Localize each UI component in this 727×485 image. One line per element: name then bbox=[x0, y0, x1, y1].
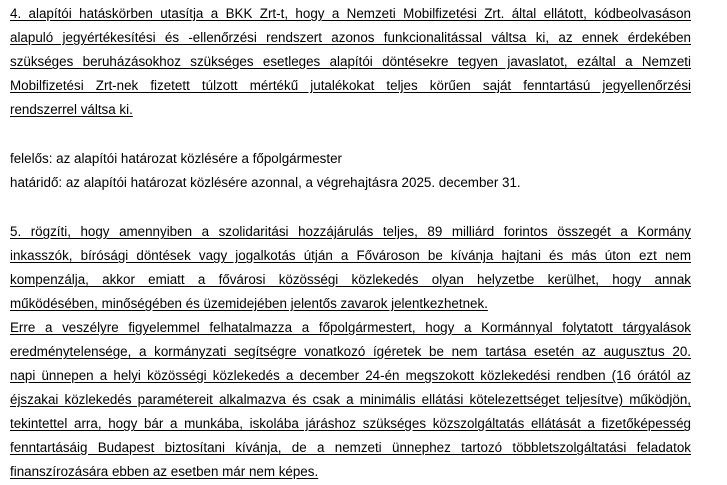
section-5-line-5: Erre a veszélyre figyelemmel felhatalmazza a főpolgármestert, hogy a Kormánnyal folytatott tárgyalások bbox=[10, 320, 691, 335]
section-5-line-3: kompenzálja, akkor emiatt a fővárosi közösségi közlekedés olyan helyzetbe kerülhet, hogy annak bbox=[10, 272, 691, 287]
section-4-line-2: alapuló jegyértékesítési és -ellenőrzési rendszert azonos funkcionalitással váltsa ki, az ennek érdekében bbox=[10, 30, 691, 45]
section-5-line-2: inkasszók, bírósági döntések vagy jogalkotás útján a Fővároson be kívánja hajtani és más úton ezt nem bbox=[10, 248, 691, 263]
section-5-line-6: eredménytelensége, a kormányzati segítségre vonatkozó ígéretek be nem tartása esetén az augusztus 20. bbox=[10, 344, 691, 359]
section-5-line-9: tekintettel arra, hogy bár a munkába, iskolába járáshoz szükséges közszolgáltatás ellátását a fizetőképesség bbox=[10, 416, 691, 431]
section-5-line-11: finanszírozására ebben az esetben már nem képes. bbox=[10, 464, 319, 479]
section-5-line-8: éjszakai közlekedés paramétereit alkalmazva és csak a minimális ellátási kötelezettséget teljesítve) működjön, bbox=[10, 392, 691, 407]
section-4-line-1: 4. alapítói hatáskörben utasítja a BKK Zrt-t, hogy a Nemzeti Mobilfizetési Zrt. által ellátott, kódbeolvasáson bbox=[10, 6, 691, 21]
section-5-line-4: működésében, minőségében és üzemidejében jelentős zavarok jelentkezhetnek. bbox=[10, 296, 488, 311]
section-4-line-3: szükséges beruházásokhoz szükséges esetleges alapítói döntésekre tegyen javaslatot, ezáltal a Nemzeti bbox=[10, 54, 691, 69]
section-4-line-4: Mobilfizetési Zrt-nek fizetett túlzott mértékű jutalékokat teljes körűen saját fenntartású jegyellenőrzési bbox=[10, 78, 691, 93]
deadline-line: határidő: az alapítói határozat közlésére azonnal, a végrehajtásra 2025. december 31. bbox=[10, 175, 521, 190]
section-4-line-5: rendszerrel váltsa ki. bbox=[10, 102, 133, 117]
responsible-line: felelős: az alapítói határozat közlésére a főpolgármester bbox=[10, 151, 342, 166]
section-5-line-7: napi ünnepen a helyi közösségi közlekedés a december 24-én megszokott közlekedési rendben (16 órától az bbox=[10, 368, 691, 383]
section-5-line-10: fenntartásáig Budapest biztosítani kívánja, de a nemzeti ünnephez tartozó többletszolgáltatási feladatok bbox=[10, 440, 691, 455]
section-5-line-1: 5. rögzíti, hogy amennyiben a szolidaritási hozzájárulás teljes, 89 milliárd forintos összegét a Kormány bbox=[10, 224, 691, 239]
